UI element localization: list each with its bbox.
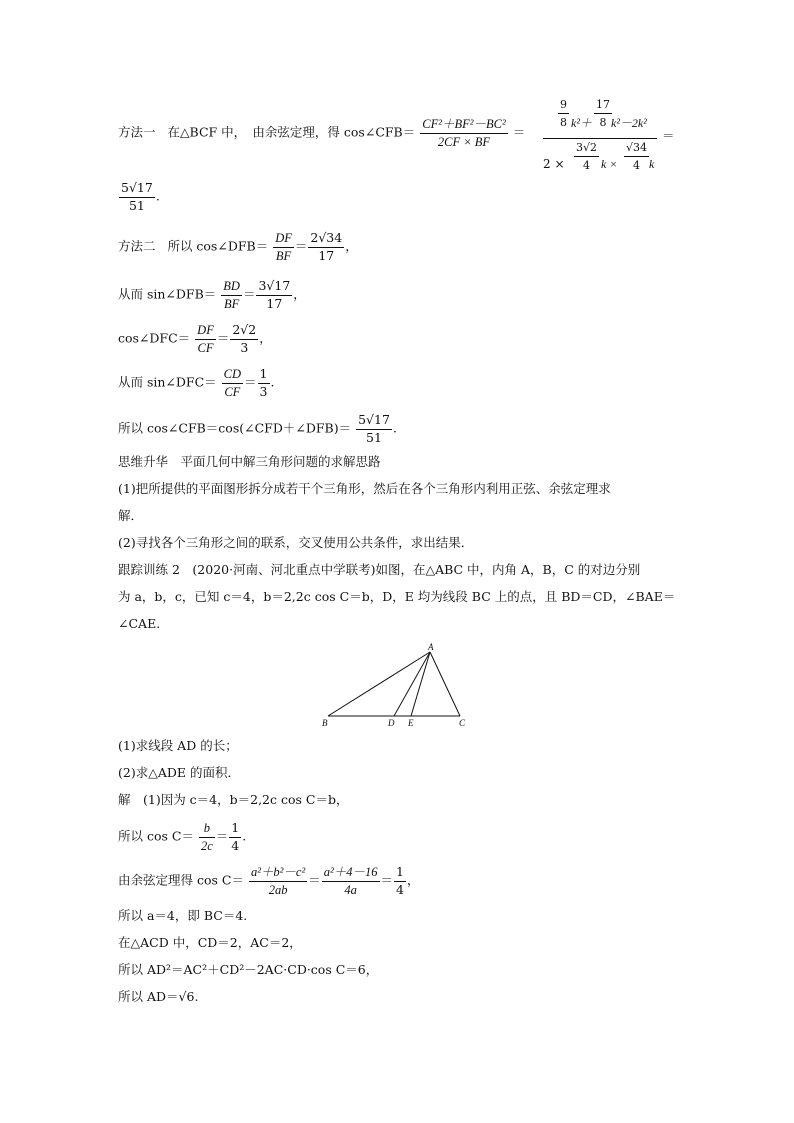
triangle-figure: [318, 642, 478, 732]
solution-l7: 所以 AD＝√6.: [118, 989, 199, 1004]
solution-l1: 解 (1)因为 c＝4，b＝2,2c cos C＝b，: [118, 792, 349, 807]
label-C: C: [459, 718, 466, 728]
side-AC: [430, 652, 460, 716]
solution-l4: 所以 a＝4，即 BC＝4.: [118, 908, 248, 923]
method2-line1: 方法二 所以 cos∠DFB＝ $\frac{DF}{BF}$ ＝ $\frac{2√34}{17}$ ，: [118, 230, 358, 263]
solution-l5: 在△ACD 中，CD＝2，AC＝2，: [118, 935, 302, 950]
big-frac-numerator: $\frac{9}{8}$ k²＋ $\frac{17}{8}$ k²－2k²: [543, 98, 657, 139]
label-E: E: [408, 718, 414, 728]
exercise-l3: ∠CAE.: [118, 616, 161, 631]
method1-frac1: $\frac{\text{CF²＋BF²－BC²}}{2CF \times BF}$: [422, 117, 506, 149]
label-A: A: [428, 642, 434, 652]
method1-result: $\frac{5√17}{51}$ .: [121, 180, 160, 213]
big-frac-denominator: 2 × $\frac{3√2}{4}$ k × $\frac{√34}{4}$ k: [543, 141, 655, 172]
question-2: (2)求△ADE 的面积．: [118, 765, 240, 780]
method1-line: 方法一 在△BCF 中， 由余弦定理，得 cos∠CFB＝ $\frac{\text{CF²＋BF²－BC²}}{2CF \times BF}$ ＝: [118, 117, 526, 149]
solution-l3: 由余弦定理得 cos C＝ $\frac{\text{a²＋b²－c²}}{2ab}$ ＝ $\frac{\text{a²＋4－16}}{4a}$ ＝ $\frac{1}{4}$ ，: [118, 864, 420, 897]
summary-title: 思维升华 平面几何中解三角形问题的求解思路: [118, 454, 381, 469]
exercise-l2: 为 a，b，c，已知 c＝4，b＝2,2c cos C＝b，D，E 均为线段 BC 上的点，且 BD＝CD，∠BAE＝: [118, 589, 676, 604]
summary-p1a: (1)把所提供的平面图形拆分成若干个三角形，然后在各个三角形内利用正弦、余弦定理求: [118, 481, 611, 496]
method2-line2: 从而 sin∠DFB＝ $\frac{BD}{BF}$ ＝ $\frac{3√17}{17}$ ，: [118, 278, 306, 311]
method1-intro: 在△BCF 中， 由余弦定理，得 cos∠CFB＝: [167, 124, 416, 140]
method2-line3: cos∠DFC＝ $\frac{DF}{CF}$ ＝ $\frac{2√2}{3}$ ，: [118, 322, 272, 355]
question-1: (1)求线段 AD 的长；: [118, 738, 238, 753]
solution-l2: 所以 cos C＝ $\frac{b}{2c}$ ＝ $\frac{1}{4}$ .: [118, 820, 247, 853]
method2-line5: 所以 cos∠CFB＝cos(∠CFD＋∠DFB)＝ $\frac{5√17}{51}$ .: [118, 412, 397, 445]
solution-l6: 所以 AD²＝AC²＋CD²－2AC·CD·cos C＝6，: [118, 962, 379, 977]
method1-big-fraction: [543, 98, 657, 179]
summary-p2: (2)寻找各个三角形之间的联系，交叉使用公共条件，求出结果．: [118, 535, 474, 550]
label-D: D: [388, 718, 395, 728]
exercise-l1: 跟踪训练 2 (2020·河南、河北重点中学联考)如图，在△ABC 中，内角 A，B，C 的对边分别: [118, 562, 641, 577]
label-B: B: [322, 718, 328, 728]
method2-line4: 从而 sin∠DFC＝ $\frac{CD}{CF}$ ＝ $\frac{1}{3}$ .: [118, 366, 275, 399]
side-AB: [328, 652, 430, 716]
segment-AD: [394, 652, 430, 716]
method1-label: 方法一: [118, 124, 156, 140]
summary-p1b: 解．: [118, 508, 144, 523]
